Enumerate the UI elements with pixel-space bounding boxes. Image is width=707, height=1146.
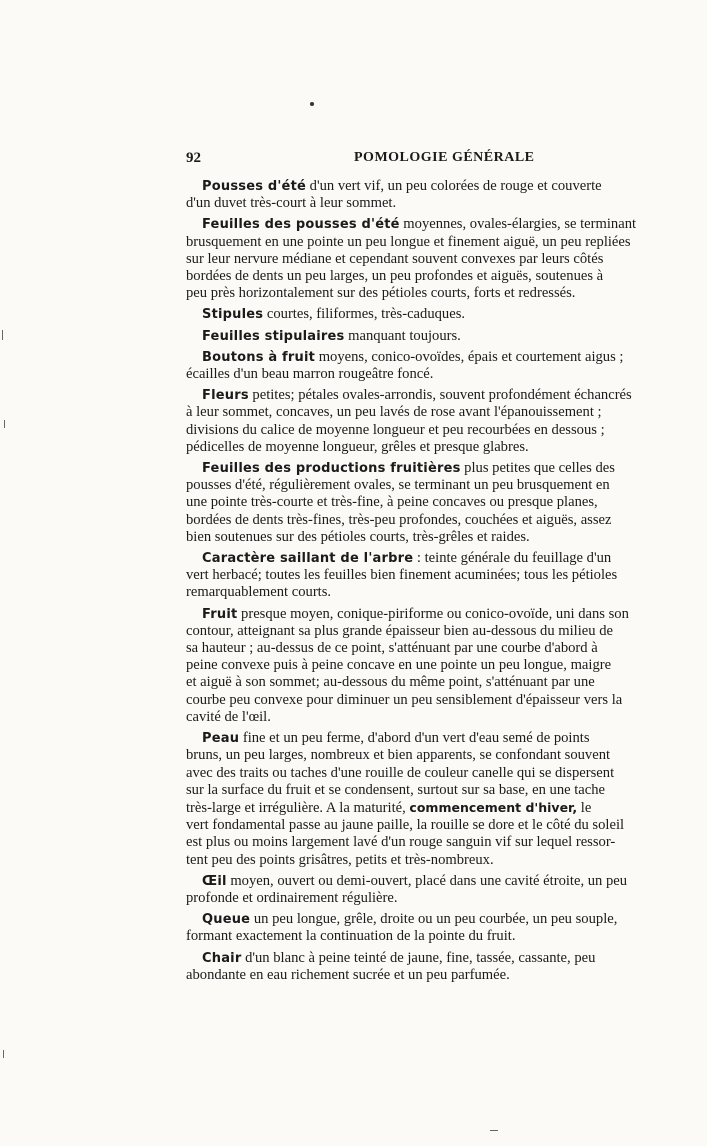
paragraph (186, 349, 707, 383)
text-line (186, 494, 707, 511)
text-line (186, 692, 707, 709)
text-line (186, 834, 707, 851)
text-line (186, 852, 707, 869)
line-text: peine convexe puis à peine concave en une pointe un peu longue, maigre (186, 657, 612, 674)
emphasis-text: commencement d'hiver, (409, 799, 578, 815)
text-line (186, 967, 707, 984)
line-text: cavité de l'œil. (186, 708, 271, 725)
text-line (186, 285, 707, 302)
text-line (186, 422, 707, 439)
line-text: contour, atteignant sa plus grande épaisseur bien au-dessous du milieu de (186, 622, 613, 639)
line-text: courbe peu convexe pour diminuer un peu sensiblement d'épaisseur vers la (186, 691, 623, 708)
line-text: vert herbacé; toutes les feuilles bien finement acuminées; tous les pétioles (186, 567, 618, 584)
paragraph (186, 460, 707, 546)
text-line (186, 817, 707, 834)
paragraph (186, 950, 707, 984)
text-line (186, 404, 707, 421)
text-line (186, 268, 707, 285)
text-line (186, 782, 707, 799)
text-line (186, 911, 707, 928)
paragraph-term: Pousses d'été (202, 179, 307, 194)
page-number: 92 (186, 150, 201, 166)
text-line (186, 584, 707, 601)
line-text: avec des traits ou taches d'une rouille de couleur canelle qui se dispersent (186, 764, 615, 781)
line-text: : teinte générale du feuillage d'un (413, 550, 612, 567)
body-text (186, 178, 707, 988)
text-line (186, 765, 707, 782)
paragraph (186, 216, 707, 302)
paragraph-term: Fruit (202, 606, 238, 622)
text-line (186, 709, 707, 726)
text-line (186, 328, 707, 345)
text-line (186, 640, 707, 657)
scan-speck (310, 102, 314, 106)
line-text: sur la surface du fruit et se condensent, surtout sur sa base, en une tache (186, 781, 606, 798)
text-line (186, 512, 707, 529)
text-line (186, 928, 707, 945)
paragraph-term: Caractère saillant de l'arbre (202, 551, 414, 567)
line-text: bruns, un peu larges, nombreux et bien apparents, se confondant souvent (186, 747, 611, 764)
emphasis-tail: le (577, 799, 592, 816)
text-line (186, 730, 707, 747)
text-line (186, 349, 707, 366)
line-text: moyens, conico-ovoïdes, épais et courtement aigus ; (315, 348, 624, 365)
line-text: manquant toujours. (344, 327, 461, 344)
paragraph-term: Peau (202, 731, 240, 747)
text-line (186, 460, 707, 477)
paragraph-term: Œil (202, 873, 227, 889)
line-text: moyennes, ovales-élargies, se terminant (399, 216, 637, 233)
paragraph-term: Feuilles des pousses d'été (202, 217, 400, 233)
text-line (186, 873, 707, 890)
line-text: pédicelles de moyenne longueur, grêles et presque glabres. (186, 438, 529, 455)
text-line (186, 439, 707, 456)
paragraph-term: Feuilles stipulaires (202, 328, 345, 344)
paragraph (186, 387, 707, 456)
paragraph (186, 550, 707, 602)
text-line (186, 674, 707, 691)
line-text: est plus ou moins largement lavé d'un rouge sanguin vif sur lequel ressor- (186, 834, 616, 851)
line-text: presque moyen, conique-piriforme ou conico-ovoïde, uni dans son (237, 605, 629, 622)
text-line (186, 890, 707, 907)
text-line (186, 306, 707, 323)
paragraph (186, 328, 707, 345)
text-line (186, 477, 707, 494)
line-text: abondante en eau richement sucrée et un peu parfumée. (186, 966, 510, 983)
scan-edge-mark (3, 1050, 4, 1058)
running-head: POMOLOGIE GÉNÉRALE (354, 150, 535, 165)
line-text: bordées de dents très-fines, très-peu profondes, couchées et aiguës, assez (186, 511, 612, 528)
paragraph (186, 911, 707, 945)
text-line (186, 657, 707, 674)
line-text: bien soutenues sur des pétioles courts, très-grêles et raides. (186, 528, 530, 545)
line-text: sur leur nervure médiane et cependant souvent convexes par leurs côtés (186, 250, 604, 267)
text-line (186, 195, 707, 212)
text-line (186, 550, 707, 567)
line-text: courtes, filiformes, très-caduques. (263, 306, 466, 323)
line-text: tent peu des points grisâtres, petits et très-nombreux. (186, 851, 494, 868)
text-line (186, 251, 707, 268)
line-text: fine et un peu ferme, d'abord d'un vert d'eau semé de points (239, 730, 590, 747)
line-text: d'un blanc à peine teinté de jaune, fine, tassée, cassante, peu (241, 949, 596, 966)
paragraph (186, 178, 707, 212)
text-line (186, 366, 707, 383)
line-text: bordées de dents un peu larges, un peu profondes et aiguës, soutenues à (186, 268, 604, 285)
scan-edge-mark (2, 330, 3, 340)
paragraph (186, 873, 707, 907)
line-text: et aiguë à son sommet; au-dessous du même point, s'atténuant par une (186, 674, 595, 691)
paragraph (186, 306, 707, 323)
paragraph-term: Chair (202, 950, 242, 966)
text-line (186, 387, 707, 404)
text-line (186, 529, 707, 546)
line-text: vert fondamental passe au jaune paille, la rouille se dore et le côté du soleil (186, 817, 625, 834)
text-line (186, 747, 707, 764)
line-text: à leur sommet, concaves, un peu lavés de rose avant l'épanouissement ; (186, 404, 602, 421)
scan-edge-mark (4, 420, 5, 428)
paragraph-term: Fleurs (202, 388, 249, 404)
line-text: très-large et irrégulière. A la maturité, (186, 799, 410, 816)
text-line (186, 178, 707, 195)
line-text: d'un vert vif, un peu colorées de rouge et couverte (306, 178, 602, 194)
scan-edge-mark (490, 1130, 498, 1131)
text-line (186, 567, 707, 584)
line-text: brusquement en une pointe un peu longue et finement aiguë, un peu repliées (186, 233, 631, 250)
line-text: un peu longue, grêle, droite ou un peu courbée, un peu souple, (250, 911, 618, 928)
paragraph (186, 606, 707, 726)
line-text: formant exactement la continuation de la pointe du fruit. (186, 928, 516, 945)
paragraph-term: Queue (202, 912, 251, 928)
line-text: une pointe très-courte et très-fine, à peine concaves ou presque planes, (186, 494, 598, 511)
text-line (186, 950, 707, 967)
text-line (186, 234, 707, 251)
line-text: plus petites que celles des (460, 460, 615, 477)
line-text: écailles d'un beau marron rougeâtre foncé. (186, 366, 434, 383)
line-text: pousses d'été, régulièrement ovales, se terminant un peu brusquement en (186, 477, 610, 494)
line-text: peu près horizontalement sur des pétioles courts, forts et redressés. (186, 285, 576, 302)
line-text: d'un duvet très-court à leur sommet. (186, 195, 397, 212)
text-line (186, 799, 707, 817)
paragraph-term: Stipules (202, 307, 264, 323)
line-text: petites; pétales ovales-arrondis, souvent profondément échancrés (248, 387, 632, 404)
paragraph-term: Boutons à fruit (202, 349, 316, 365)
line-text: divisions du calice de moyenne longueur et peu recourbées en dessous ; (186, 421, 605, 438)
paragraph (186, 730, 707, 869)
line-text: remarquablement courts. (186, 584, 332, 601)
paragraph-term: Feuilles des productions fruitières (202, 461, 461, 477)
text-line (186, 606, 707, 623)
line-text: sa hauteur ; au-dessus de ce point, s'atténuant par une courbe d'abord à (186, 640, 598, 657)
line-text: moyen, ouvert ou demi-ouvert, placé dans une cavité étroite, un peu (226, 872, 628, 889)
line-text: profonde et ordinairement régulière. (186, 889, 398, 906)
text-line (186, 623, 707, 640)
text-line (186, 216, 707, 233)
